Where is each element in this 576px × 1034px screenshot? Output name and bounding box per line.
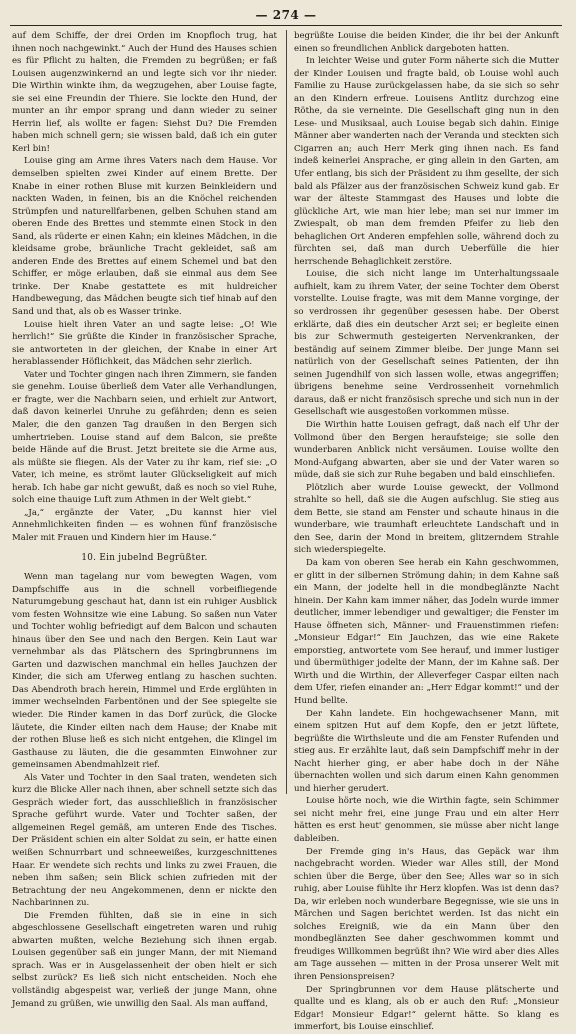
paragraph: Louise, die sich nicht lange im Unterhaltungssaale aufhielt, kam zu ihrem Vater, der seine Tochter dem Oberst vorstellte. Louise fragte, was mit dem Manne vorginge, der so verdrossen ihr gegenüber gesessen habe. Der Oberst erklärte, daß dies ein deutscher Arzt sei; er begleite einen bis zur Schwermuth gesteigerten Nervenkranken, der beständig auf seinem Zimmer bleibe. Der junge Mann sei natürlich von der Gesellschaft seines Patienten, der ihn seinen Jugendhilf von sich lassen wolle, etwas angegriffen; übrigens benehme seine Verdrossenheit vornehmlich daraus, daß er nicht französisch spreche und sich nun in der Gesellschaft wie ausgestoßen vorkommen müsse. bbox=[294, 269, 559, 418]
paragraph: In leichter Weise und guter Form näherte sich die Mutter der Kinder Louisen und fragte bald, ob Louise wohl auch Familie zu Hause zurückgelassen habe, da sie sich so sehr an den Kindern erfreue. Louisens Antlitz durchzog eine Röthe, da sie verneinte. Die Gesellschaft ging nun in den Lese- und Musiksaal, auch Louise begab sich dahin. Einige Männer aber wanderten nach der Veranda und steckten sich Cigarren an; auch Herr Merk ging ihnen nach. Es fand indeß keinerlei Ansprache, er ging allein in den Garten, am Ufer entlang, bis sich der Präsident zu ihm gesellte, der sich bald als Pfälzer aus der französischen Schweiz kund gab. Er war der älteste Stammgast des Hauses und lobte die glückliche Art, wie man hier lebe; man sei nur immer im Zwiespalt, ob man dem fremden Pfeifer zu lieb den behaglichen Ort Anderen empfehlen solle, während doch zu fürchten sei, daß man durch Ueberfülle die hier herrschende Behaglichkeit zerstöre. bbox=[294, 56, 559, 267]
paragraph: Die Wirthin hatte Louisen gefragt, daß nach elf Uhr der Vollmond über den Bergen heraufsteige; sie solle den wunderbaren Anblick nicht versäumen. Louise wollte den Mond-Aufgang abwarten, aber sie und der Vater waren so müde, daß sie sich zur Ruhe begaben und bald einschliefen. bbox=[294, 419, 559, 481]
column-divider bbox=[286, 30, 287, 794]
paragraph: begrüßte Louise die beiden Kinder, die ihr bei der Ankunft einen so freundlichen Anblick dargeboten hatten. bbox=[294, 31, 559, 54]
paragraph: Vater und Tochter gingen nach ihren Zimmern, sie fanden sie genehm. Louise überließ dem Vater alle Verhandlungen, er fragte, wer die Nachbarn seien, und erhielt zur Antwort, daß davon keinerlei Unruhe zu gefährden; denn es seien Maler, die den ganzen Tag draußen in den Bergen sich umhertrieben. Louise stand auf dem Balcon, sie preßte beide Hände auf die Brust. Jetzt breitete sie die Arme aus, als müßte sie fliegen. Als der Vater zu ihr kam, rief sie: „O Vater, ich meine, es strömt lauter Glückseligkeit auf mich herab. Ich habe gar nicht gewußt, daß es noch so viel Ruhe, solch eine thauige Luft zum Athmen in der Welt giebt.“ bbox=[12, 369, 277, 506]
paragraph: auf dem Schiffe, der drei Orden im Knopfloch trug, hat ihnen noch nachgewinkt.“ Auch der Hund des Hauses schien es für Pflicht zu halten, die Fremden zu begrüßen; er faß Louisen augenzwinkernd an und legte sich vor ihr nieder. Die Wirthin winkte ihm, da wegzugehen, aber Louise fagte, sie sei eine Freundin der Thiere. Sie lockte den Hund, der munter an ihr empor sprang und dann wieder zu seiner Herrin lief, als wollte er fagen: Siehst Du? Die Fremden haben mich schnell gern; sie wissen bald, daß ich ein guter Kerl bin! bbox=[12, 31, 277, 154]
header-rule bbox=[10, 25, 562, 26]
paragraph: Louise hörte noch, wie die Wirthin fagte, sein Schimmer sei nicht mehr frei, eine junge Frau und ein alter Herr hätten es erst heut' genommen, sie müsse aber nicht lange dableiben. bbox=[294, 796, 559, 844]
paragraph: Da kam von oberen See herab ein Kahn geschwommen, er glitt in der silbernen Strömung dahin; in dem Kahne saß ein Mann, der jodelte hell in die mondbeglänzte Nacht hinein. Der Kahn kam immer näher, das Jodeln wurde immer deutlicher, immer lebendiger und gewaltiger; die Fenster im Hause öffneten sich, Männer- und Frauenstimmen riefen: „Monsieur Edgar!“ Ein Jauchzen, das wie eine Rakete emporstieg, antwortete vom See herauf, und immer lustiger und übermüthiger jodelte der Mann, der im Kahne saß. Der Wirth und die Wirthin, der Alleverfeger Caspar eilten nach dem Ufer, riefen einander an: „Herr Edgar kommt!“ und der Hund bellte. bbox=[294, 557, 559, 706]
paragraph: Der Kahn landete. Ein hochgewachsener Mann, mit einem spitzen Hut auf dem Kopfe, den er jetzt lüftete, begrüßte die Wirthsleute und die am Fenster Rufenden und stieg aus. Er erzählte laut, daß sein Dampfschiff mehr in der Nacht hierher ging, er aber habe doch in der Nähe übernachten wollen und sich darum einen Kahn genommen und hierher gerudert. bbox=[294, 708, 559, 794]
section-heading: 10. Ein jubelnd Begrüßter. bbox=[81, 553, 208, 564]
left-column bbox=[12, 30, 277, 1009]
paragraph: Wenn man tagelang nur vom bewegten Wagen, vom Dampfschiffe aus in die schnell vorbeifliegende Naturumgebung geschaut hat, dann ist ein ruhiger Ausblick vom festen Wohnsitze wie eine Labung. So saßen nun Vater und Tochter wohlig befriedigt auf dem Balcon und schauten hinaus über den See und nach den Bergen. Kein Laut war vernehmbar als das Plätschern des Springbrunnens im Garten und dazwischen manchmal ein helles Jauchzen der Kinder, die sich am Uferweg entlang zu haschen suchten. Das Abendroth brach herein, Himmel und Erde erglühten in immer wechselnden Farbentönen und der See spiegelte sie wieder. Die Rinder kamen in das Dorf zurück, die Glocke läutete, die Kinder eilten nach dem Hause; der Knabe mit der rothen Bluse ließ es sich nicht entgehen, die Klingel im Gasthause zu läuten, die die gesammten Einwohner zur gemeinsamen Abendmahlzeit rief. bbox=[12, 571, 277, 771]
paragraph: Die Fremden fühlten, daß sie in eine in sich abgeschlossene Gesellschaft eingetreten waren und ruhig abwarten mußten, welche Beziehung sich ihnen ergab. Louisen gegenüber saß ein junger Mann, der mit Niemand sprach. Was er in Ausgelassenheit der oben hielt er sich selbst zurück? Es ließ sich nicht entscheiden. Noch ehe vollständig abgespeist war, verließ der junge Mann, ohne Jemand zu grüßen, wie unwillig den Saal. Als man auffand, bbox=[12, 910, 277, 1009]
paragraph: Der Springbrunnen vor dem Hause plätscherte und quallte und es klang, als ob er auch den Ruf: „Monsieur Edgar! Monsieur Edgar!“ gelernt hätte. So klang es immerfort, bis Louise einschlief. bbox=[294, 984, 559, 1033]
paragraph: Louise ging am Arme ihres Vaters nach dem Hause. Vor demselben spielten zwei Kinder auf einem Brette. Der Knabe in einer rothen Bluse mit kurzen Beinkleidern und nackten Waden, in feinen, bis an die Knöchel reichenden Strümpfen und naturellfarbenen, gelben Schuhen stand am oberen Ende des Brettes und stemmte einen Stock in den Sand, als rüderte er einen Kahn; ein kleines Mädchen, in die kleidsame grobe, bräunliche Tracht gekleidet, saß am anderen Ende des Brettes auf einem Schemel und bat den Schiffer, er möge erlauben, daß sie einmal aus dem See trinke. Der Knabe gestattete es mit huldreicher Handbewegung, das Mädchen beugte sich tief hinab auf den Sand und that, als ob es Wasser trinke. bbox=[12, 156, 277, 318]
paragraph: Plötzlich aber wurde Louise geweckt, der Vollmond strahlte so hell, daß sie die Augen aufschlug. Sie stieg aus dem Bette, sie stand am Fenster und schaute hinaus in die wunderbare, wie traumhaft erleuchtete Landschaft und in den See, darin der Mond in breitem, glitzerndem Strahle sich wiederspiegelte. bbox=[294, 482, 559, 556]
paragraph: Louise hielt ihren Vater an und sagte leise: „O! Wie herrlich!“ Sie grüßte die Kinder in französischer Sprache, sie antworteten in der gleichen, der Knabe in einer Art herablassender Höflichkeit, das Mädchen sehr zierlich. bbox=[12, 319, 277, 368]
paragraph: „Ja,“ ergänzte der Vater, „Du kannst hier viel Annehmlichkeiten finden — es wohnen fünf französische Maler mit Frauen und Kindern hier im Hause.“ bbox=[12, 507, 277, 543]
paragraph: Als Vater und Tochter in den Saal traten, wendeten sich kurz die Blicke Aller nach ihnen, aber schnell setzte sich das Gespräch wieder fort, das ausschließlich in französischer Sprache geführt wurde. Vater und Tochter saßen, der allgemeinen Regel gemäß, am unteren Ende des Tisches. Der Präsident schien ein alter Soldat zu sein, er hatte einen weißen Schnurrbart und schneeweißes, kurzgeschnittenes Haar. Er wendete sich rechts und links zu zwei Frauen, die neben ihm saßen; sein Blick schien zufrieden mit der Betrachtung der neu Angekommenen, denn er nickte den Nachbarinnen zu. bbox=[12, 772, 277, 909]
page-header bbox=[10, 6, 562, 26]
page-number: — 274 — bbox=[255, 8, 317, 22]
right-column bbox=[294, 30, 559, 1033]
paragraph: Der Fremde ging in's Haus, das Gepäck war ihm nachgebracht worden. Wieder war Alles still, der Mond schien über die Berge, über den See; Alles war so in sich ruhig, aber Louise fühlte ihr Herz klopfen. Was ist denn das? Da, wir erleben noch wunderbare Begegnisse, wie sie uns in Märchen und Sagen berichtet werden. Ist das nicht ein solches Ereigniß, wie da ein Mann über den mondbeglänzten See daher geschwommen kommt und freudiges Willkommen begrüßt ihn? Wie wird aber dies Alles am Tage aussehen — mitten in der Prosa unserer Welt mit ihren Pensionspreisen? bbox=[294, 846, 559, 983]
